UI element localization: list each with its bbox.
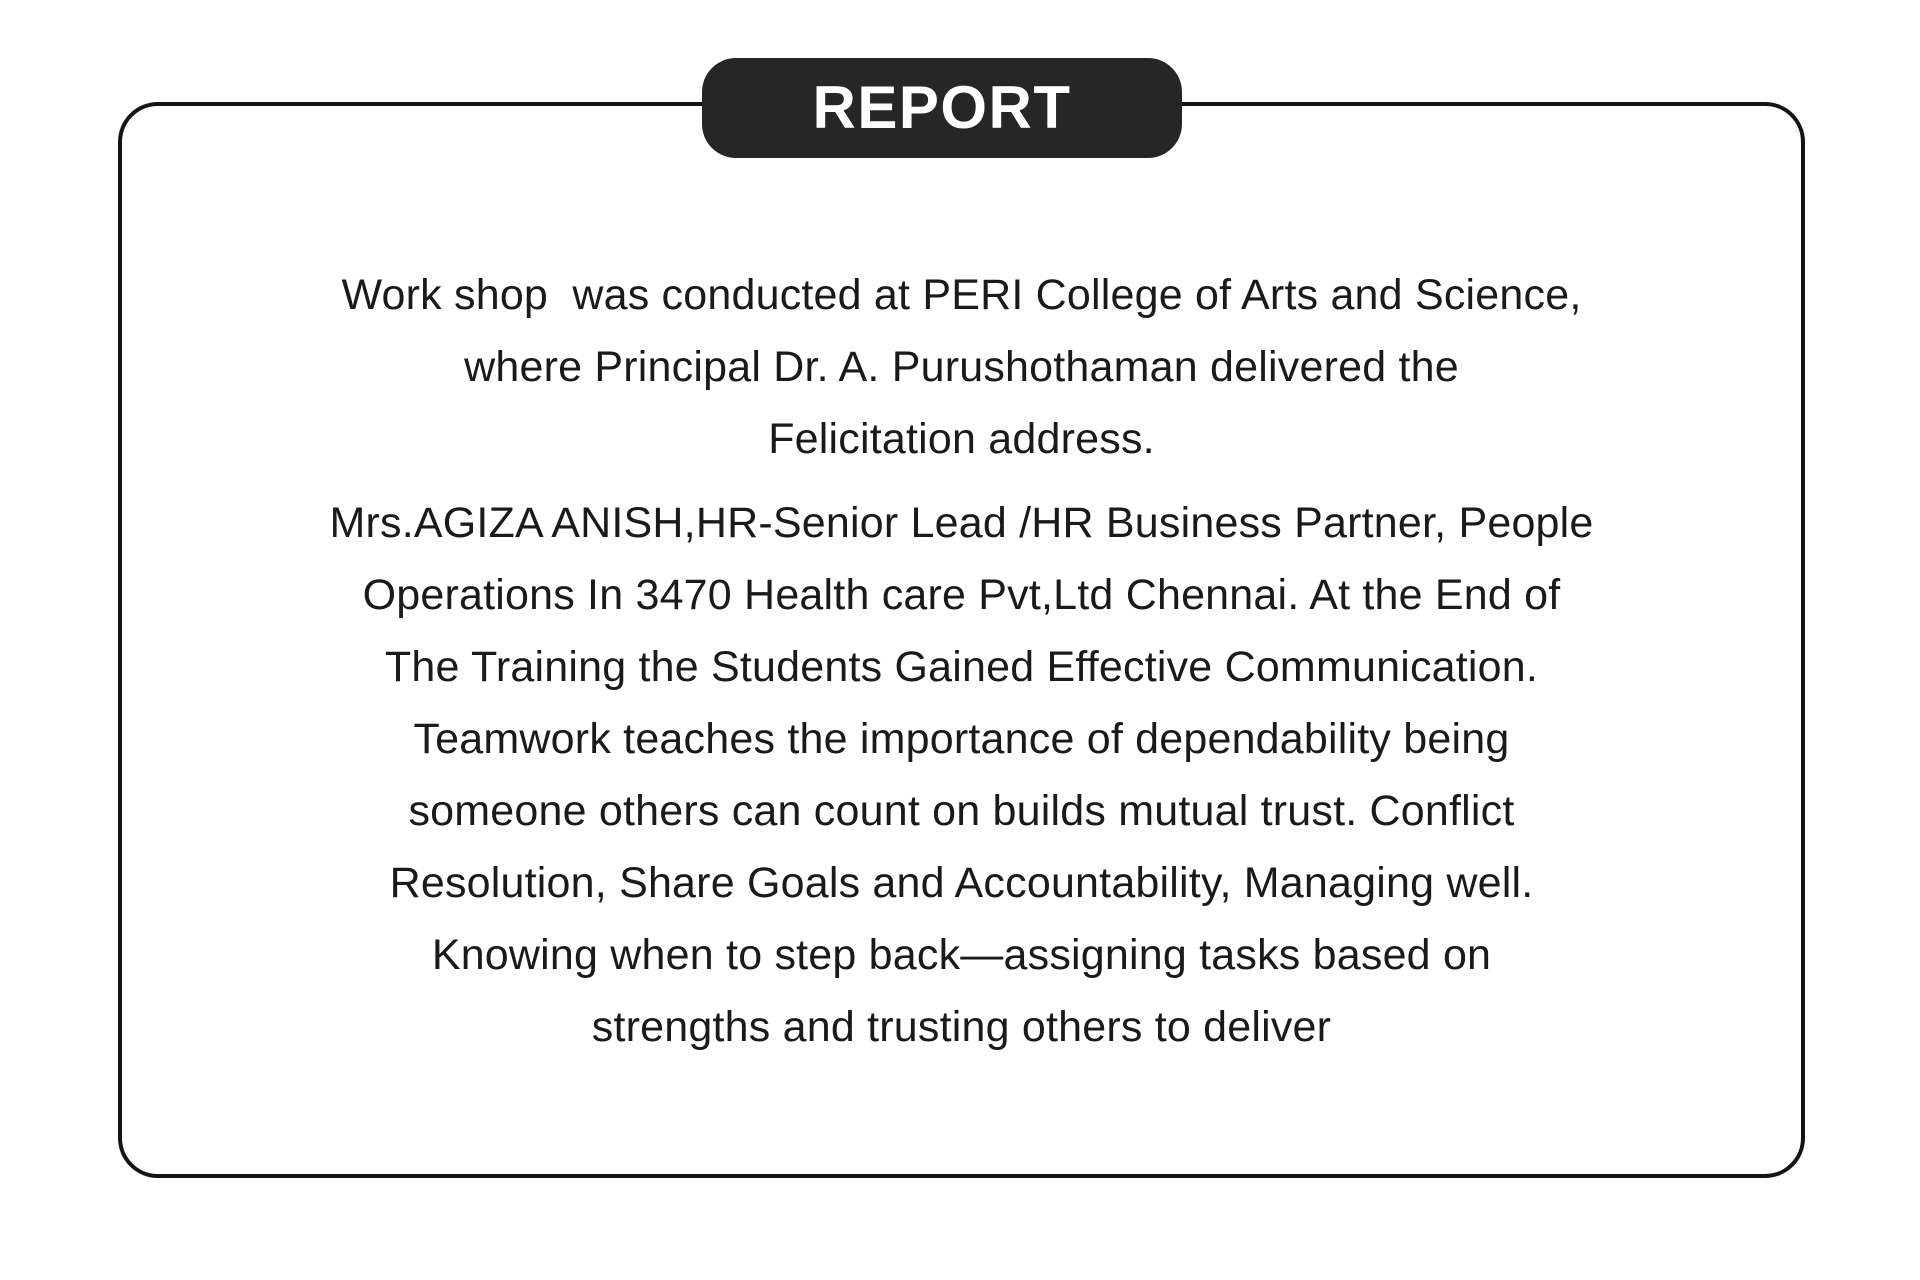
paragraph-training-details [118, 487, 1805, 1063]
report-badge-label: REPORT [812, 74, 1072, 141]
text-line: Knowing when to step back—assigning tasks based on [431, 931, 1492, 979]
text-line: someone others can count on builds mutual trust. Conflict [408, 787, 1515, 835]
report-badge [702, 58, 1182, 158]
text-line: strengths and trusting others to deliver [591, 1003, 1332, 1051]
text-line: where Principal Dr. A. Purushothaman delivered the [464, 343, 1459, 391]
text-line: Felicitation address. [768, 415, 1155, 463]
text-line: Operations In 3470 Health care Pvt,Ltd Chennai. At the End of [362, 571, 1561, 619]
text-line: Teamwork teaches the importance of dependability being [413, 715, 1510, 763]
text-line: The Training the Students Gained Effective Communication. [384, 643, 1539, 691]
report-body [118, 259, 1805, 1063]
text-line: Mrs.AGIZA ANISH,HR-Senior Lead /HR Business Partner, People [329, 499, 1594, 547]
text-line: Work shop was conducted at PERI College of Arts and Science, [341, 271, 1582, 319]
paragraph-workshop-intro [118, 259, 1805, 475]
text-line: Resolution, Share Goals and Accountability, Managing well. [389, 859, 1534, 907]
